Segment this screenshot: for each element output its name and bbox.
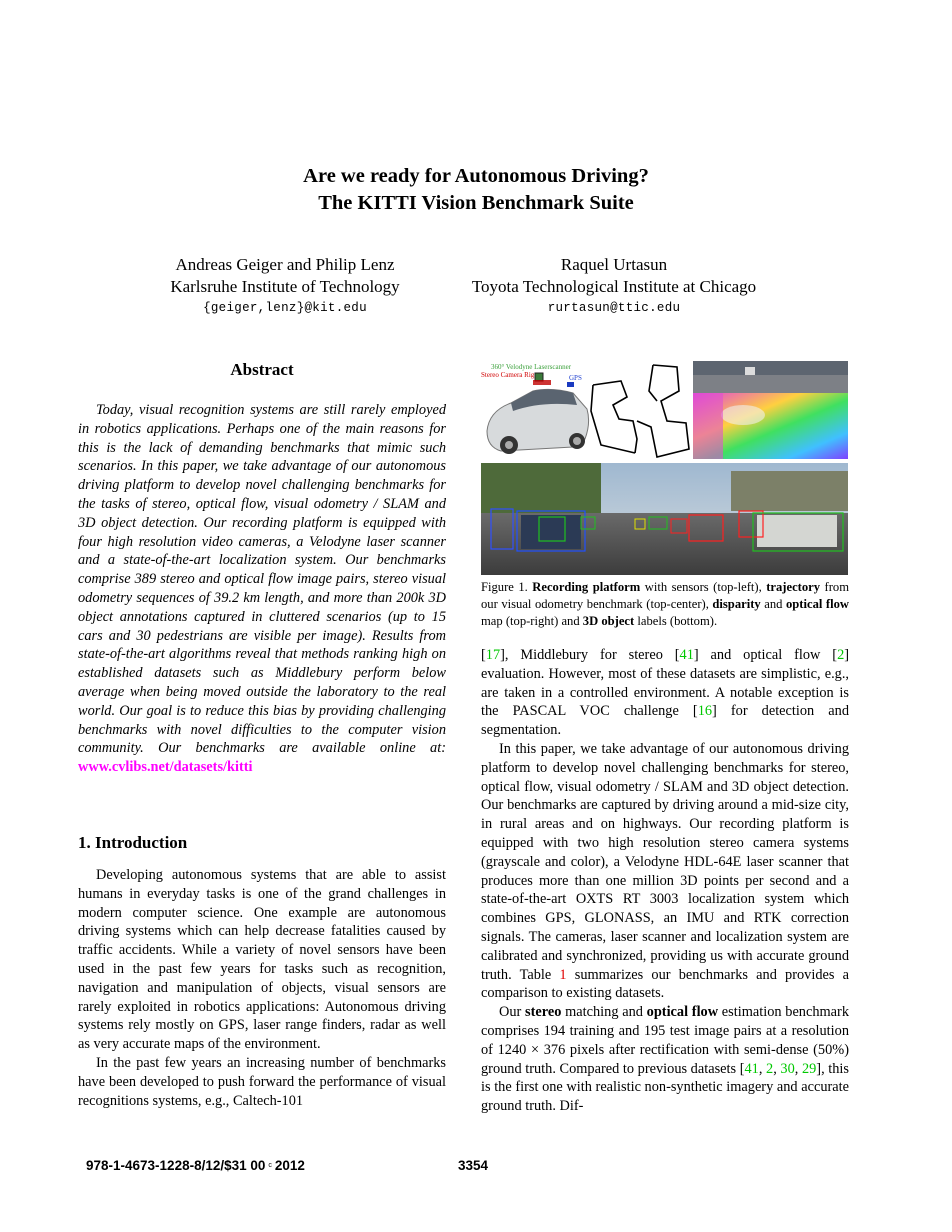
abstract-body: Today, visual recognition systems are still rarely employed in robotics applications. Perhaps one of the main reasons for this is the lack of demanding benchmarks that mimic such scenarios. In this paper, we take advantage of our autonomous driving platform to develop novel challenging benchmarks for the tasks of stereo, optical flow, visual odometry / SLAM and 3D object detection. Our recording platform is equipped with four high resolution video cameras, a Velodyne laser scanner and a state-of-the-art localization system. Our benchmarks comprise 389 stereo and optical flow image pairs, stereo visual odometry sequences of 39.2 km length, and more than 200k 3D object annotations captured in cluttered scenarios (up to 15 cars and 30 pedestrians are visible per image). Results from state-of-the-art algorithms reveal that methods ranking high on established datasets such as Middlebury perform below average when being moved outside the laboratory to the real world. Our goal is to reduce this bias by providing challenging benchmarks with novel difficulties to the computer vision community. Our benchmarks are available online at: <box>78 402 446 757</box>
stereo-rig-label: Stereo Camera Rig <box>481 371 535 379</box>
gps-label: GPS <box>569 374 582 382</box>
object-labels-image <box>481 463 848 575</box>
velodyne-label: 360° Velodyne Laserscanner <box>491 363 572 371</box>
paragraph-text: Our <box>499 1004 526 1021</box>
paragraph-text: summarizes our benchmarks and provides a comparison to existing datasets. <box>481 966 849 1002</box>
citation-link[interactable]: 2 <box>837 647 845 663</box>
citation-link[interactable]: 16 <box>697 703 713 720</box>
citation-link[interactable]: 41 <box>679 647 694 663</box>
paragraph-text: estimation benchmark comprises 194 training and 195 test image pairs at a resolution of 1240 × 376 pixels after rectification with semi-dense (50%) ground truth. Compared to previous datasets [ <box>481 1004 849 1077</box>
recording-platform-image <box>481 361 593 459</box>
title-line-1: Are we ready for Autonomous Driving? <box>303 165 649 187</box>
caption-text: map (top-right) and <box>481 614 583 628</box>
author-names: Raquel Urtasun <box>560 255 668 274</box>
author-affiliation: Karlsruhe Institute of Technology <box>170 276 400 296</box>
caption-text: labels (bottom). <box>634 614 718 628</box>
caption-text: and <box>760 597 786 611</box>
caption-prefix: Figure 1. <box>481 580 528 594</box>
right-column-text <box>481 646 849 1116</box>
paragraph-text: ] and optical flow [ <box>693 647 838 663</box>
separator: , <box>758 1060 767 1077</box>
separator: , <box>773 1060 781 1077</box>
author-block-left <box>130 254 440 319</box>
intro-paragraph-2: In the past few years an increasing number of benchmarks have been developed to push forward the performance of visual recognitions systems, e.g., Caltech-101 <box>78 1054 446 1109</box>
author-block-right <box>454 254 774 319</box>
caption-bold: trajectory <box>766 580 821 594</box>
caption-bold: 3D object <box>582 614 635 628</box>
table-reference-link[interactable]: 1 <box>559 966 567 983</box>
trajectory-plot <box>591 365 689 457</box>
caption-text: with sensors (top-left), <box>640 580 767 594</box>
citation-link[interactable]: 2 <box>766 1060 774 1077</box>
bold-term: stereo <box>525 1004 562 1021</box>
figure-1 <box>481 361 848 575</box>
author-email: rurtasun@ttic.edu <box>547 301 681 315</box>
abstract-text <box>78 401 446 777</box>
bold-term: optical flow <box>646 1004 719 1021</box>
paragraph-text: ], Middlebury for stereo [ <box>500 647 680 663</box>
introduction-heading: 1. Introduction <box>78 833 188 852</box>
footer-isbn <box>86 1158 305 1173</box>
dataset-link[interactable]: www.cvlibs.net/datasets/kitti <box>78 759 253 776</box>
right-paragraph-3 <box>481 1003 849 1116</box>
copyright-symbol: c <box>268 1162 272 1169</box>
paragraph-text: ] for detection and segmentation. <box>481 703 849 739</box>
intro-paragraph-1: Developing autonomous systems that are able to assist humans in everyday tasks is one of the grand challenges in modern computer science. One example are autonomous driving systems which can help decrease fatalities caused by traffic accidents. While a variety of novel sensors have been used in the past few years for tasks such as recognition, navigation and manipulation of objects, visual sensors are rarely exploited in robotics applications: Autonomous driving systems rely mostly on GPS, laser range finders, radar as well as very accurate maps of the environment. <box>78 867 446 1053</box>
title-line-2: The KITTI Vision Benchmark Suite <box>318 192 634 214</box>
paragraph-text: ] evaluation. However, most of these datasets are simplistic, e.g., are taken in a controlled environment. A notable exception is the PASCAL VOC challenge [ <box>481 647 850 720</box>
right-paragraph-1: [17], Middlebury for stereo [41] and optical flow [2] evaluation. However, most of these datasets are simplistic, e.g., are taken in a controlled environment. A notable exception is the PASCAL VOC challenge [16] for detection and segmentation. <box>481 647 850 739</box>
author-names: Andreas Geiger and Philip Lenz <box>175 255 395 274</box>
paragraph-text: matching and <box>561 1004 647 1021</box>
paragraph-text: In this paper, we take advantage of our autonomous driving platform to develop novel challenging benchmarks for stereo, optical flow, visual odometry / SLAM and 3D object detection. Our benchmarks are captured by driving around a mid-size city, in rural areas and on highways. Our recording platform is equipped with two high resolution stereo camera systems (grayscale and color), a Velodyne HDL-64E laser scanner that produces more than one million 3D points per second and a state-of-the-art OXTS RT 3003 localization system which combines GPS, GLONASS, an IMU and RTK correction signals. The cameras, laser scanner and localization system are calibrated and synchronized, providing us with accurate ground truth. Table <box>481 740 849 983</box>
caption-bold: optical flow <box>785 597 849 611</box>
citation-link[interactable]: 30 <box>780 1060 795 1077</box>
citation-link[interactable]: 29 <box>801 1060 817 1077</box>
figure-caption <box>481 579 849 630</box>
caption-bold: Recording platform <box>532 580 641 594</box>
disparity-flow-image <box>693 361 848 459</box>
author-affiliation: Toyota Technological Institute at Chicago <box>471 276 757 296</box>
abstract-heading: Abstract <box>230 360 294 379</box>
introduction-text <box>78 866 446 1110</box>
caption-text: from our visual odometry benchmark (top-center), <box>481 580 849 611</box>
separator: , <box>794 1060 802 1077</box>
paper-title <box>0 163 952 217</box>
page-number: 3354 <box>458 1158 489 1173</box>
paragraph-text: ], this is the first one with realistic non-synthetic imagery and accurate ground truth. Dif- <box>481 1060 849 1115</box>
citation-link[interactable]: 17 <box>485 647 501 663</box>
caption-bold: disparity <box>712 597 761 611</box>
right-paragraph-2 <box>481 740 849 1003</box>
citation-link[interactable]: 41 <box>744 1060 759 1077</box>
footer-year: 2012 <box>274 1158 305 1173</box>
isbn-text: 978-1-4673-1228-8/12/$31 00 <box>86 1158 266 1173</box>
author-email: {geiger,lenz}@kit.edu <box>203 301 367 315</box>
